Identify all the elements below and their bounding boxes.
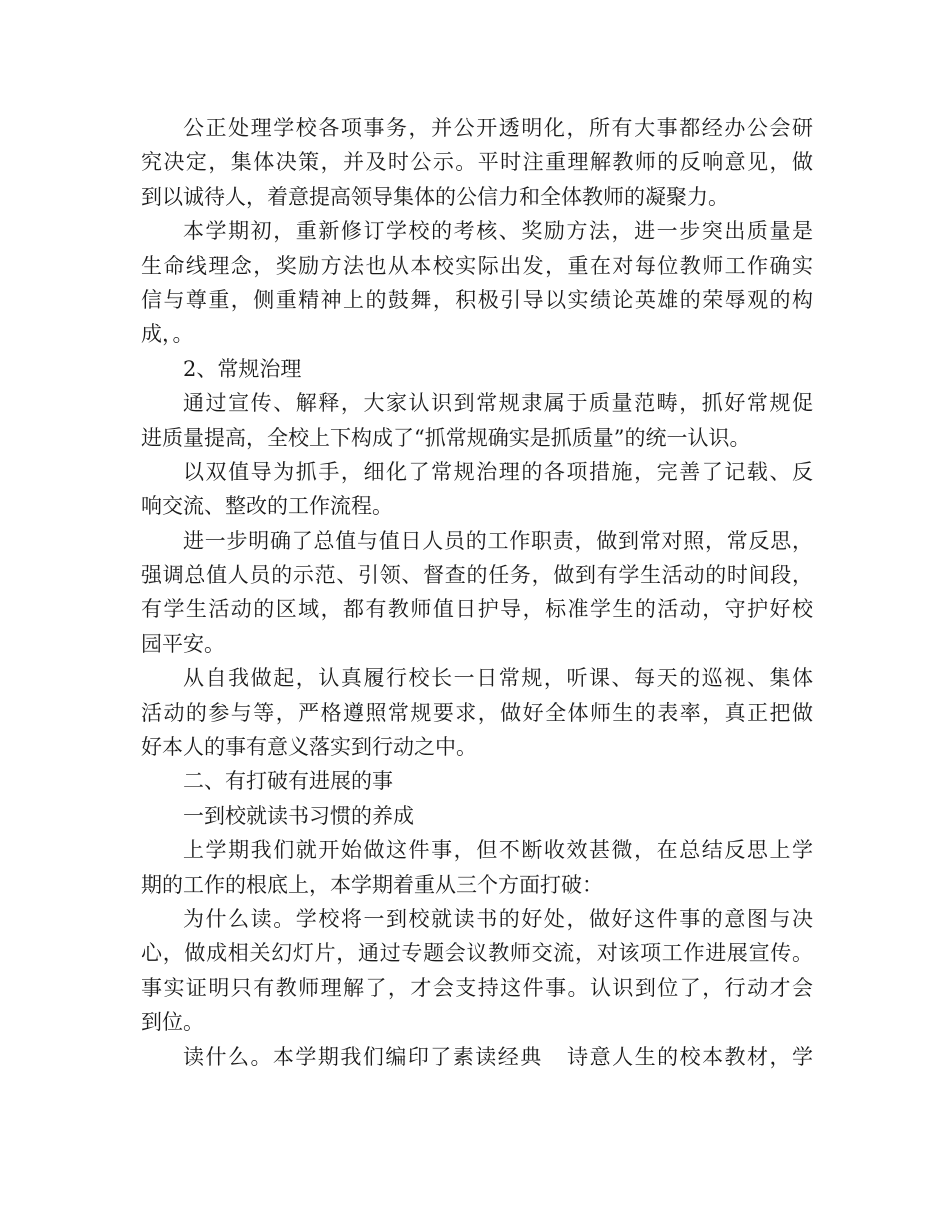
text-line: 生命线理念，奖励方法也从本校实际出发，重在对每位教师工作确实 bbox=[141, 253, 813, 278]
text-line: 活动的参与等，严格遵照常规要求，做好全体师生的表率，真正把做 bbox=[141, 700, 813, 725]
text-line: 究决定，集体决策，并及时公示。平时注重理解教师的反响意见，做 bbox=[141, 150, 813, 175]
text-line: 二、有打破有进展的事 bbox=[183, 769, 393, 794]
text-line: 园平安。 bbox=[141, 631, 225, 656]
text-line: 进一步明确了总值与值日人员的工作职责，做到常对照，常反思， bbox=[183, 528, 813, 553]
text-line: 期的工作的根底上，本学期着重从三个方面打破： bbox=[141, 872, 603, 897]
text-line: 有学生活动的区域，都有教师值日护导，标准学生的活动，守护好校 bbox=[141, 597, 813, 622]
text-line: 为什么读。学校将一到校就读书的好处，做好这件事的意图与决 bbox=[183, 906, 813, 931]
text-line: 本学期初，重新修订学校的考核、奖励方法，进一步突出质量是 bbox=[183, 219, 813, 244]
text-line: 从自我做起，认真履行校长一日常规，听课、每天的巡视、集体 bbox=[183, 666, 813, 691]
text-line: 公正处理学校各项事务，并公开透明化，所有大事都经办公会研 bbox=[183, 116, 813, 140]
text-line: 进质量提高，全校上下构成了“抓常规确实是抓质量”的统一认识。 bbox=[141, 425, 751, 450]
text-line: 强调总值人员的示范、引领、督查的任务，做到有学生活动的时间段， bbox=[141, 563, 813, 588]
text-line: 上学期我们就开始做这件事，但不断收效甚微，在总结反思上学 bbox=[183, 838, 813, 863]
text-line: 2、常规治理 bbox=[183, 356, 302, 381]
text-line: 信与尊重，侧重精神上的鼓舞，积极引导以实绩论英雄的荣辱观的构 bbox=[141, 287, 813, 312]
text-line: 以双值导为抓手，细化了常规治理的各项措施，完善了记载、反 bbox=[183, 459, 813, 484]
text-line: 成，。 bbox=[141, 322, 194, 347]
text-line: 一到校就读书习惯的养成 bbox=[183, 803, 414, 828]
text-line: 读什么。本学期我们编印了素读经典 诗意人生的校本教材，学 bbox=[183, 1044, 813, 1069]
text-line: 到位。 bbox=[141, 1010, 204, 1035]
text-line: 到以诚待人，着意提高领导集体的公信力和全体教师的凝聚力。 bbox=[141, 184, 729, 209]
text-line: 响交流、整改的工作流程。 bbox=[141, 494, 393, 519]
text-line: 心，做成相关幻灯片，通过专题会议教师交流，对该项工作进展宣传。 bbox=[141, 941, 813, 966]
text-line: 事实证明只有教师理解了，才会支持这件事。认识到位了，行动才会 bbox=[141, 975, 813, 1000]
text-line: 好本人的事有意义落实到行动之中。 bbox=[141, 735, 477, 760]
document-body bbox=[141, 111, 813, 1074]
text-line: 通过宣传、解释，大家认识到常规隶属于质量范畴，抓好常规促 bbox=[183, 391, 813, 416]
